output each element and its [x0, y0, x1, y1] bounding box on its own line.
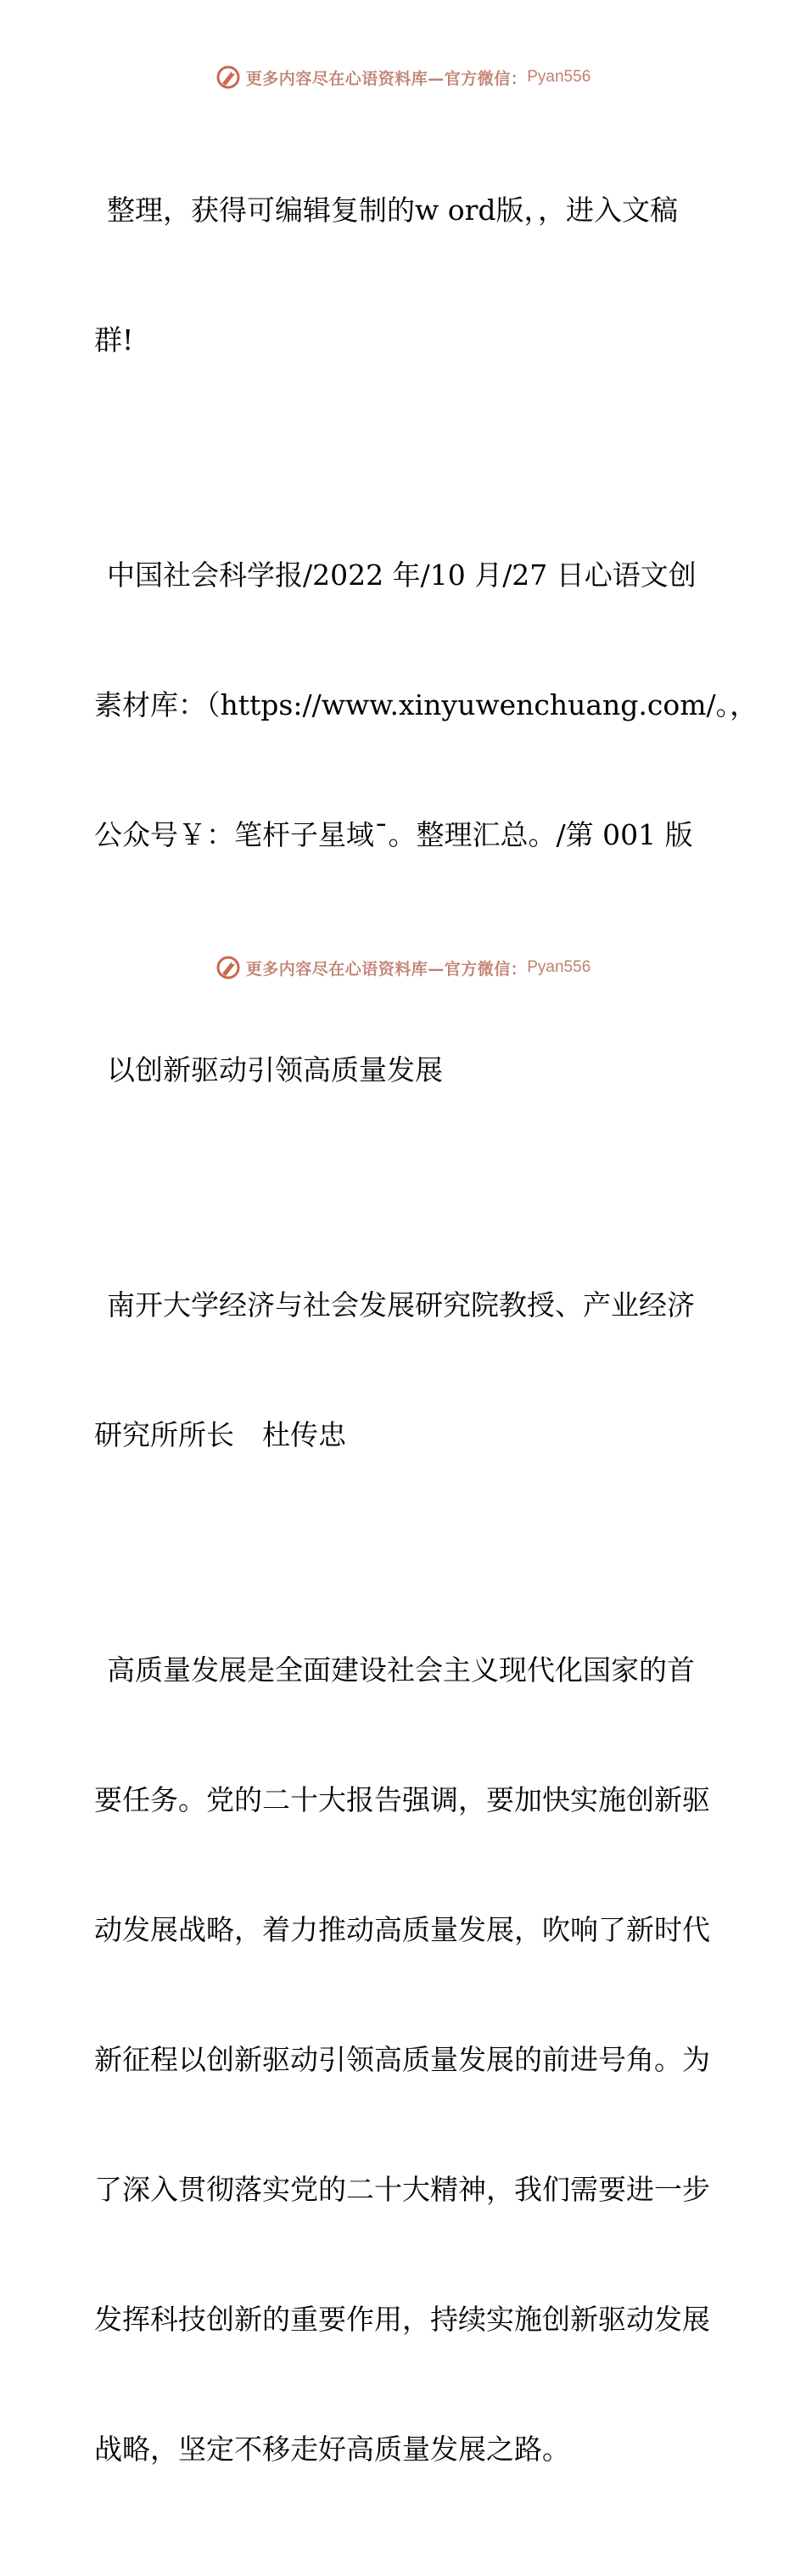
text-line: 要任务。党的二十大报告强调，要加快实施创新驱	[94, 1783, 710, 1816]
text-line: 新征程以创新驱动引领高质量发展的前进号角。为	[94, 2043, 710, 2076]
text-line: 了深入贯彻落实党的二十大精神，我们需要进一步	[94, 2173, 710, 2206]
wechat-id: Pyan556	[527, 68, 591, 86]
text-line: 研究所所长 杜传忠	[94, 1418, 346, 1451]
text-line: 以创新驱动引领高质量发展	[107, 1053, 443, 1086]
text-line: 南开大学经济与社会发展研究院教授、产业经济	[107, 1288, 695, 1322]
paragraph-source	[81, 467, 758, 943]
header-banner	[0, 60, 806, 94]
paragraph-intro	[81, 102, 726, 448]
text-line: 整理，获得可编辑复制的w ord版，，进入文稿	[107, 194, 679, 227]
text-line: 高质量发展是全面建设社会主义现代化国家的首	[107, 1653, 695, 1686]
document-body	[81, 102, 758, 2576]
text-line: 公众号￥：笔杆子星域¯。整理汇总。/第 001 版	[94, 818, 693, 851]
text-line: 群!	[94, 323, 134, 356]
paragraph-body	[81, 1562, 726, 2557]
banner-text: 更多内容尽在心语资料库—官方微信：	[245, 959, 528, 979]
pen-nib-circle-icon	[215, 955, 241, 980]
pen-nib-circle-icon	[215, 65, 241, 90]
article-title	[81, 962, 726, 1178]
text-line: 中国社会科学报/2022 年/10 月/27 日心语文创	[107, 558, 697, 592]
footer-banner	[0, 951, 806, 985]
text-line: 素材库：（https://www.xinyuwenchuang.com/。，	[94, 688, 758, 721]
banner-text: 更多内容尽在心语资料库—官方微信：	[245, 69, 528, 88]
wechat-id: Pyan556	[527, 958, 591, 976]
text-line: 战略，坚定不移走好高质量发展之路。	[94, 2433, 570, 2466]
author-line	[81, 1197, 726, 1543]
text-line: 动发展战略，着力推动高质量发展，吹响了新时代	[94, 1913, 710, 1946]
text-line: 发挥科技创新的重要作用，持续实施创新驱动发展	[94, 2303, 710, 2336]
